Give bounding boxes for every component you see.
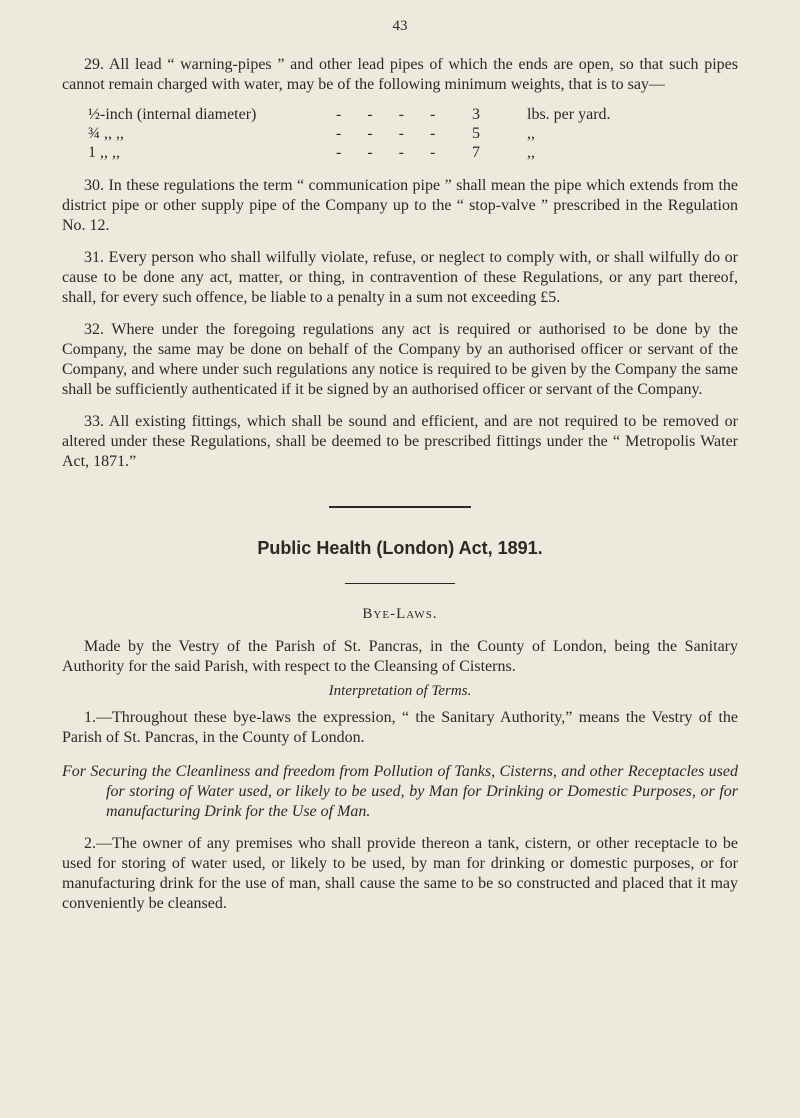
bylaw-2: 2.—The owner of any premises who shall provide thereon a tank, cistern, or other receptacle to be used for storing of water used, or likely to be used, by man for drinking or domestic purposes, or for manufacturing drink for the use of man, shall cause the same to be so constructed and placed that it may conveniently be cleansed. (62, 835, 738, 912)
weight-unit: lbs. per yard. (527, 106, 611, 123)
pipe-weight: 7 (472, 144, 480, 161)
paragraph-29: 29. All lead “ warning-pipes ” and other lead pipes of which the ends are open, so that such pipes cannot remain charged with water, may be of the following minimum weights, that is to say— (62, 56, 738, 93)
paragraph-33: 33. All existing fittings, which shall be sound and efficient, and are not required to be removed or altered under these Regulations, shall be deemed to be prescribed fittings under the “ Metropolis Water Act, 1871.” (62, 413, 738, 470)
made-by-paragraph: Made by the Vestry of the Parish of St. Pancras, in the County of London, being the Sanitary Authority for the said Parish, with respect to the Cleansing of Cisterns. (62, 638, 738, 675)
paragraph-31: 31. Every person who shall wilfully violate, refuse, or neglect to comply with, or shall wilfully do or cause to be done any act, matter, or thing, in contravention of these Regulations, or any part thereof, shall, for every such offence, be liable to a penalty in a sum not exceeding £5. (62, 249, 738, 306)
table-row (88, 124, 647, 143)
table-row (88, 105, 647, 124)
securing-heading: For Securing the Cleanliness and freedom from Pollution of Tanks, Cisterns, and other Receptacles used for storing of Water used, or likely to be used, by Man for Drinking or Domestic Purposes, or for manufacturing Drink for the Use of Man. (62, 763, 738, 820)
weight-unit: ,, (527, 144, 535, 161)
pipe-weights-table (88, 105, 647, 162)
leader-dashes: - - - - (336, 106, 447, 123)
page-number: 43 (392, 18, 408, 34)
leader-dashes: - - - - (336, 125, 447, 142)
weight-unit: ,, (527, 125, 535, 142)
pipe-weight: 5 (472, 125, 480, 142)
paragraph-32: 32. Where under the foregoing regulations any act is required or authorised to be done by the Company, the same may be done on behalf of the Company by an authorised officer or servant of the Company, and where under such regulations any notice is required to be given by the Company the same shall be sufficiently authenticated if it be signed by an authorised officer or servant of the Company. (62, 321, 738, 398)
pipe-weight: 3 (472, 106, 480, 123)
leader-dashes: - - - - (336, 144, 447, 161)
paragraph-30: 30. In these regulations the term “ communication pipe ” shall mean the pipe which extends from the district pipe or other supply pipe of the Company up to the “ stop-valve ” prescribed in the Regulation No. 12. (62, 177, 738, 234)
title-divider (345, 583, 455, 584)
pipe-size: ¾ ,, ,, (88, 125, 124, 142)
section-divider (329, 506, 471, 508)
byelaws-heading: Bye-Laws. (362, 606, 438, 622)
pipe-size: 1 ,, ,, (88, 144, 120, 161)
bylaw-1: 1.—Throughout these bye-laws the expression, “ the Sanitary Authority,” means the Vestry of the Parish of St. Pancras, in the County of London. (62, 709, 738, 746)
act-title: Public Health (London) Act, 1891. (257, 538, 543, 558)
interpretation-heading: Interpretation of Terms. (328, 683, 472, 699)
pipe-size: ½-inch (internal diameter) (88, 106, 257, 123)
table-row (88, 143, 647, 162)
